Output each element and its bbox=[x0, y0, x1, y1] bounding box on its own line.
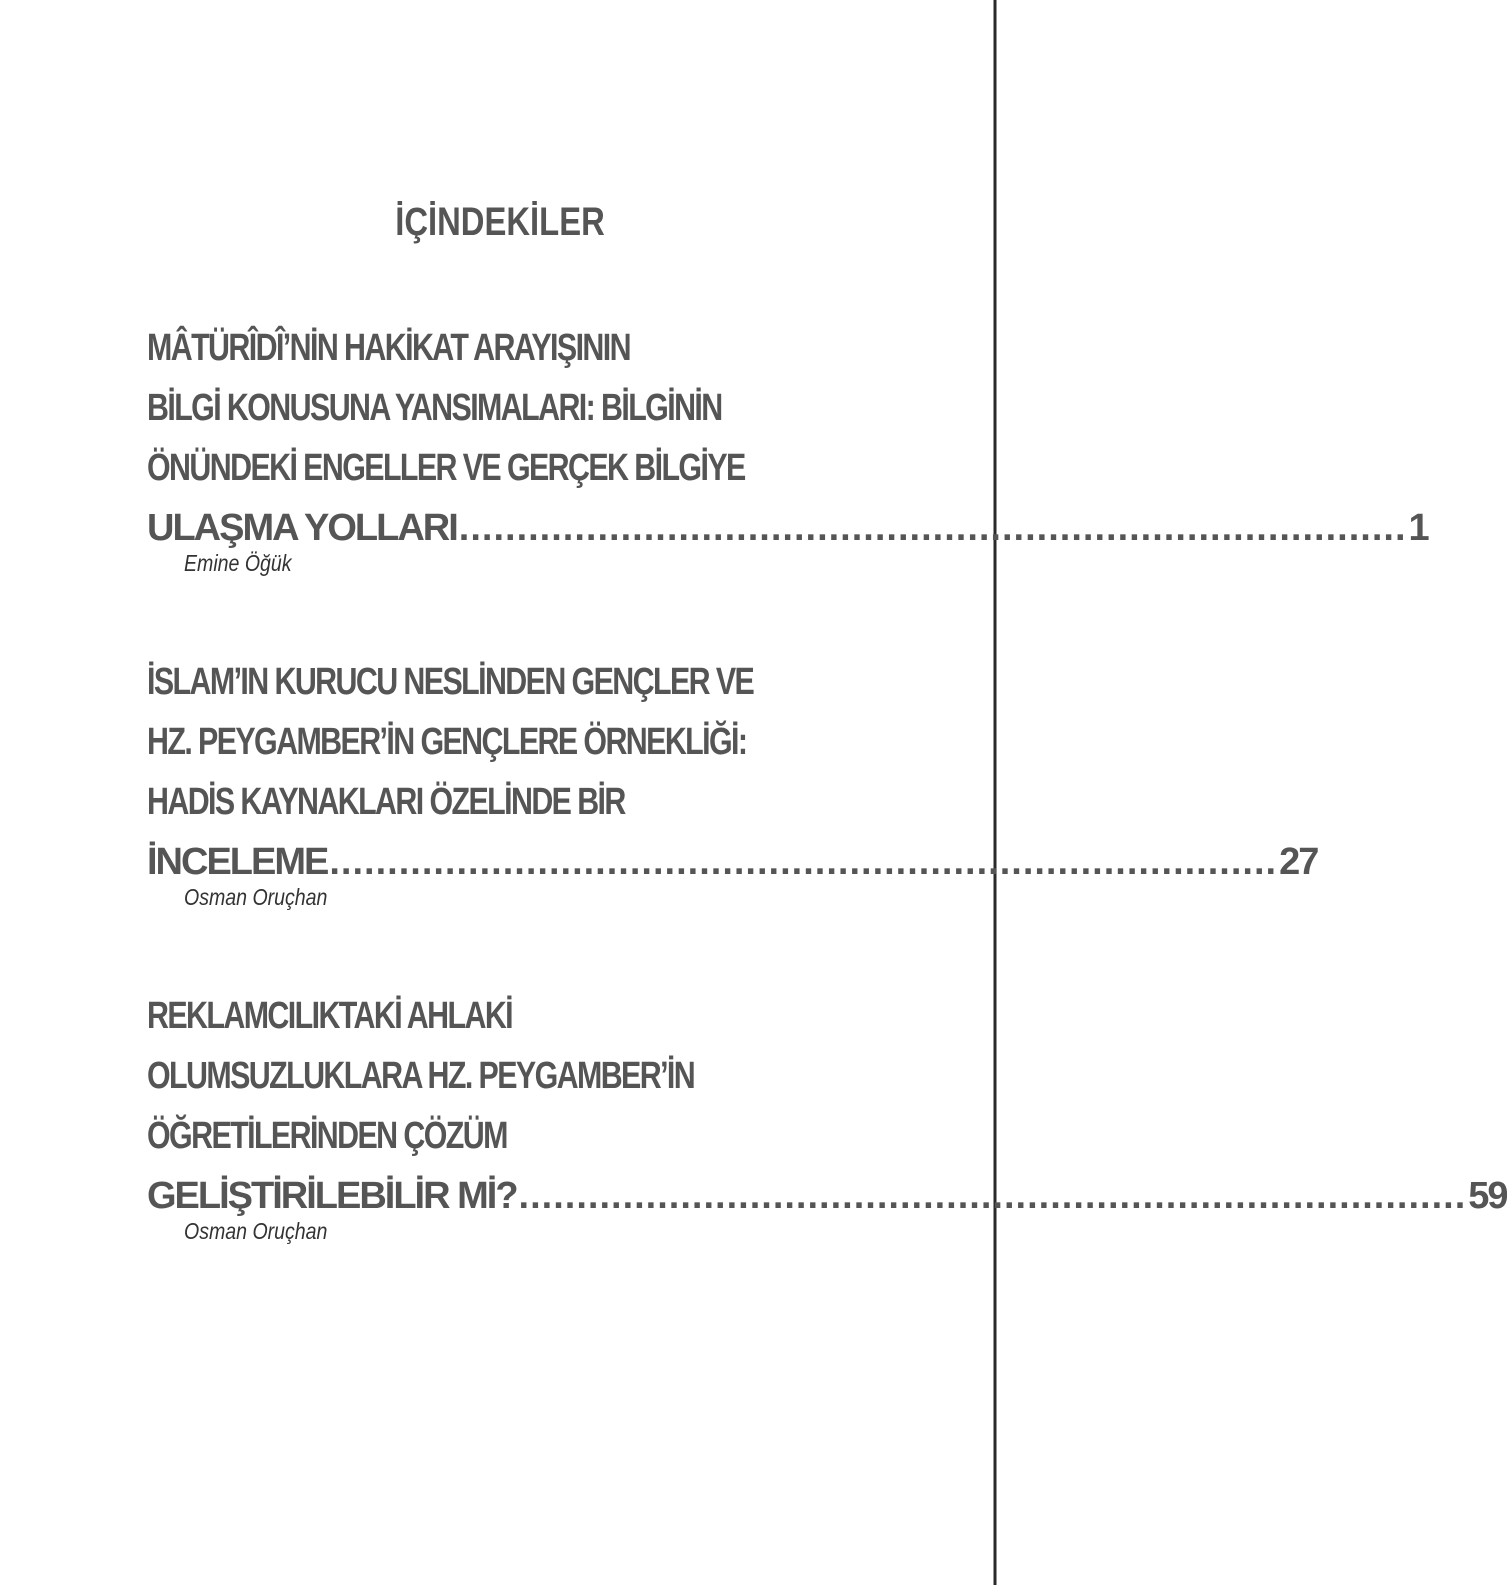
title-line: ÖNÜNDEKİ ENGELLER VE GERÇEK BİLGİYE bbox=[147, 447, 745, 489]
title-last-line bbox=[147, 832, 1318, 892]
title-line: OLUMSUZLUKLARA HZ. PEYGAMBER’İN bbox=[147, 1055, 695, 1097]
page-number: 59 bbox=[1468, 1175, 1507, 1217]
title-last-line bbox=[147, 498, 1428, 558]
author-name: Emine Öğük bbox=[184, 550, 292, 576]
title-last-line bbox=[147, 1166, 1507, 1226]
title-line: MÂTÜRÎDÎ’NİN HAKİKAT ARAYIŞININ bbox=[147, 327, 630, 369]
toc-entry[interactable] bbox=[147, 652, 1318, 911]
title-line: BİLGİ KONUSUNA YANSIMALARI: BİLGİNİN bbox=[147, 387, 722, 429]
title-line: REKLAMCILIKTAKİ AHLAKİ bbox=[147, 995, 513, 1037]
author-name: Osman Oruçhan bbox=[184, 884, 328, 910]
author-name: Osman Oruçhan bbox=[184, 1218, 328, 1244]
title-line-end: GELİŞTİRİLEBİLİR Mİ? bbox=[147, 1175, 517, 1217]
title-line: ÖĞRETİLERİNDEN ÇÖZÜM bbox=[147, 1115, 507, 1157]
page-number: 27 bbox=[1279, 841, 1318, 883]
entry-title bbox=[147, 652, 1318, 892]
title-line: İSLAM’IN KURUCU NESLİNDEN GENÇLER VE bbox=[147, 661, 754, 703]
toc-entry[interactable] bbox=[147, 318, 1428, 577]
leader-dots: .................................................................................. bbox=[329, 841, 1278, 883]
leader-dots: .................................................................................. bbox=[458, 507, 1407, 549]
title-line-end: İNCELEME bbox=[147, 841, 328, 883]
title-line: HZ. PEYGAMBER’İN GENÇLERE ÖRNEKLİĞİ: bbox=[147, 721, 747, 763]
entry-title bbox=[147, 986, 1507, 1226]
page-edge bbox=[988, 0, 1000, 1585]
toc-entry[interactable] bbox=[147, 986, 1507, 1245]
entry-title bbox=[147, 318, 1428, 558]
title-line-end: ULAŞMA YOLLARI bbox=[147, 507, 457, 549]
leader-dots: .................................................................................. bbox=[518, 1175, 1467, 1217]
page-title: İÇİNDEKİLER bbox=[395, 200, 605, 244]
page-number: 1 bbox=[1408, 507, 1428, 549]
title-line: HADİS KAYNAKLARI ÖZELİNDE BİR bbox=[147, 781, 625, 823]
